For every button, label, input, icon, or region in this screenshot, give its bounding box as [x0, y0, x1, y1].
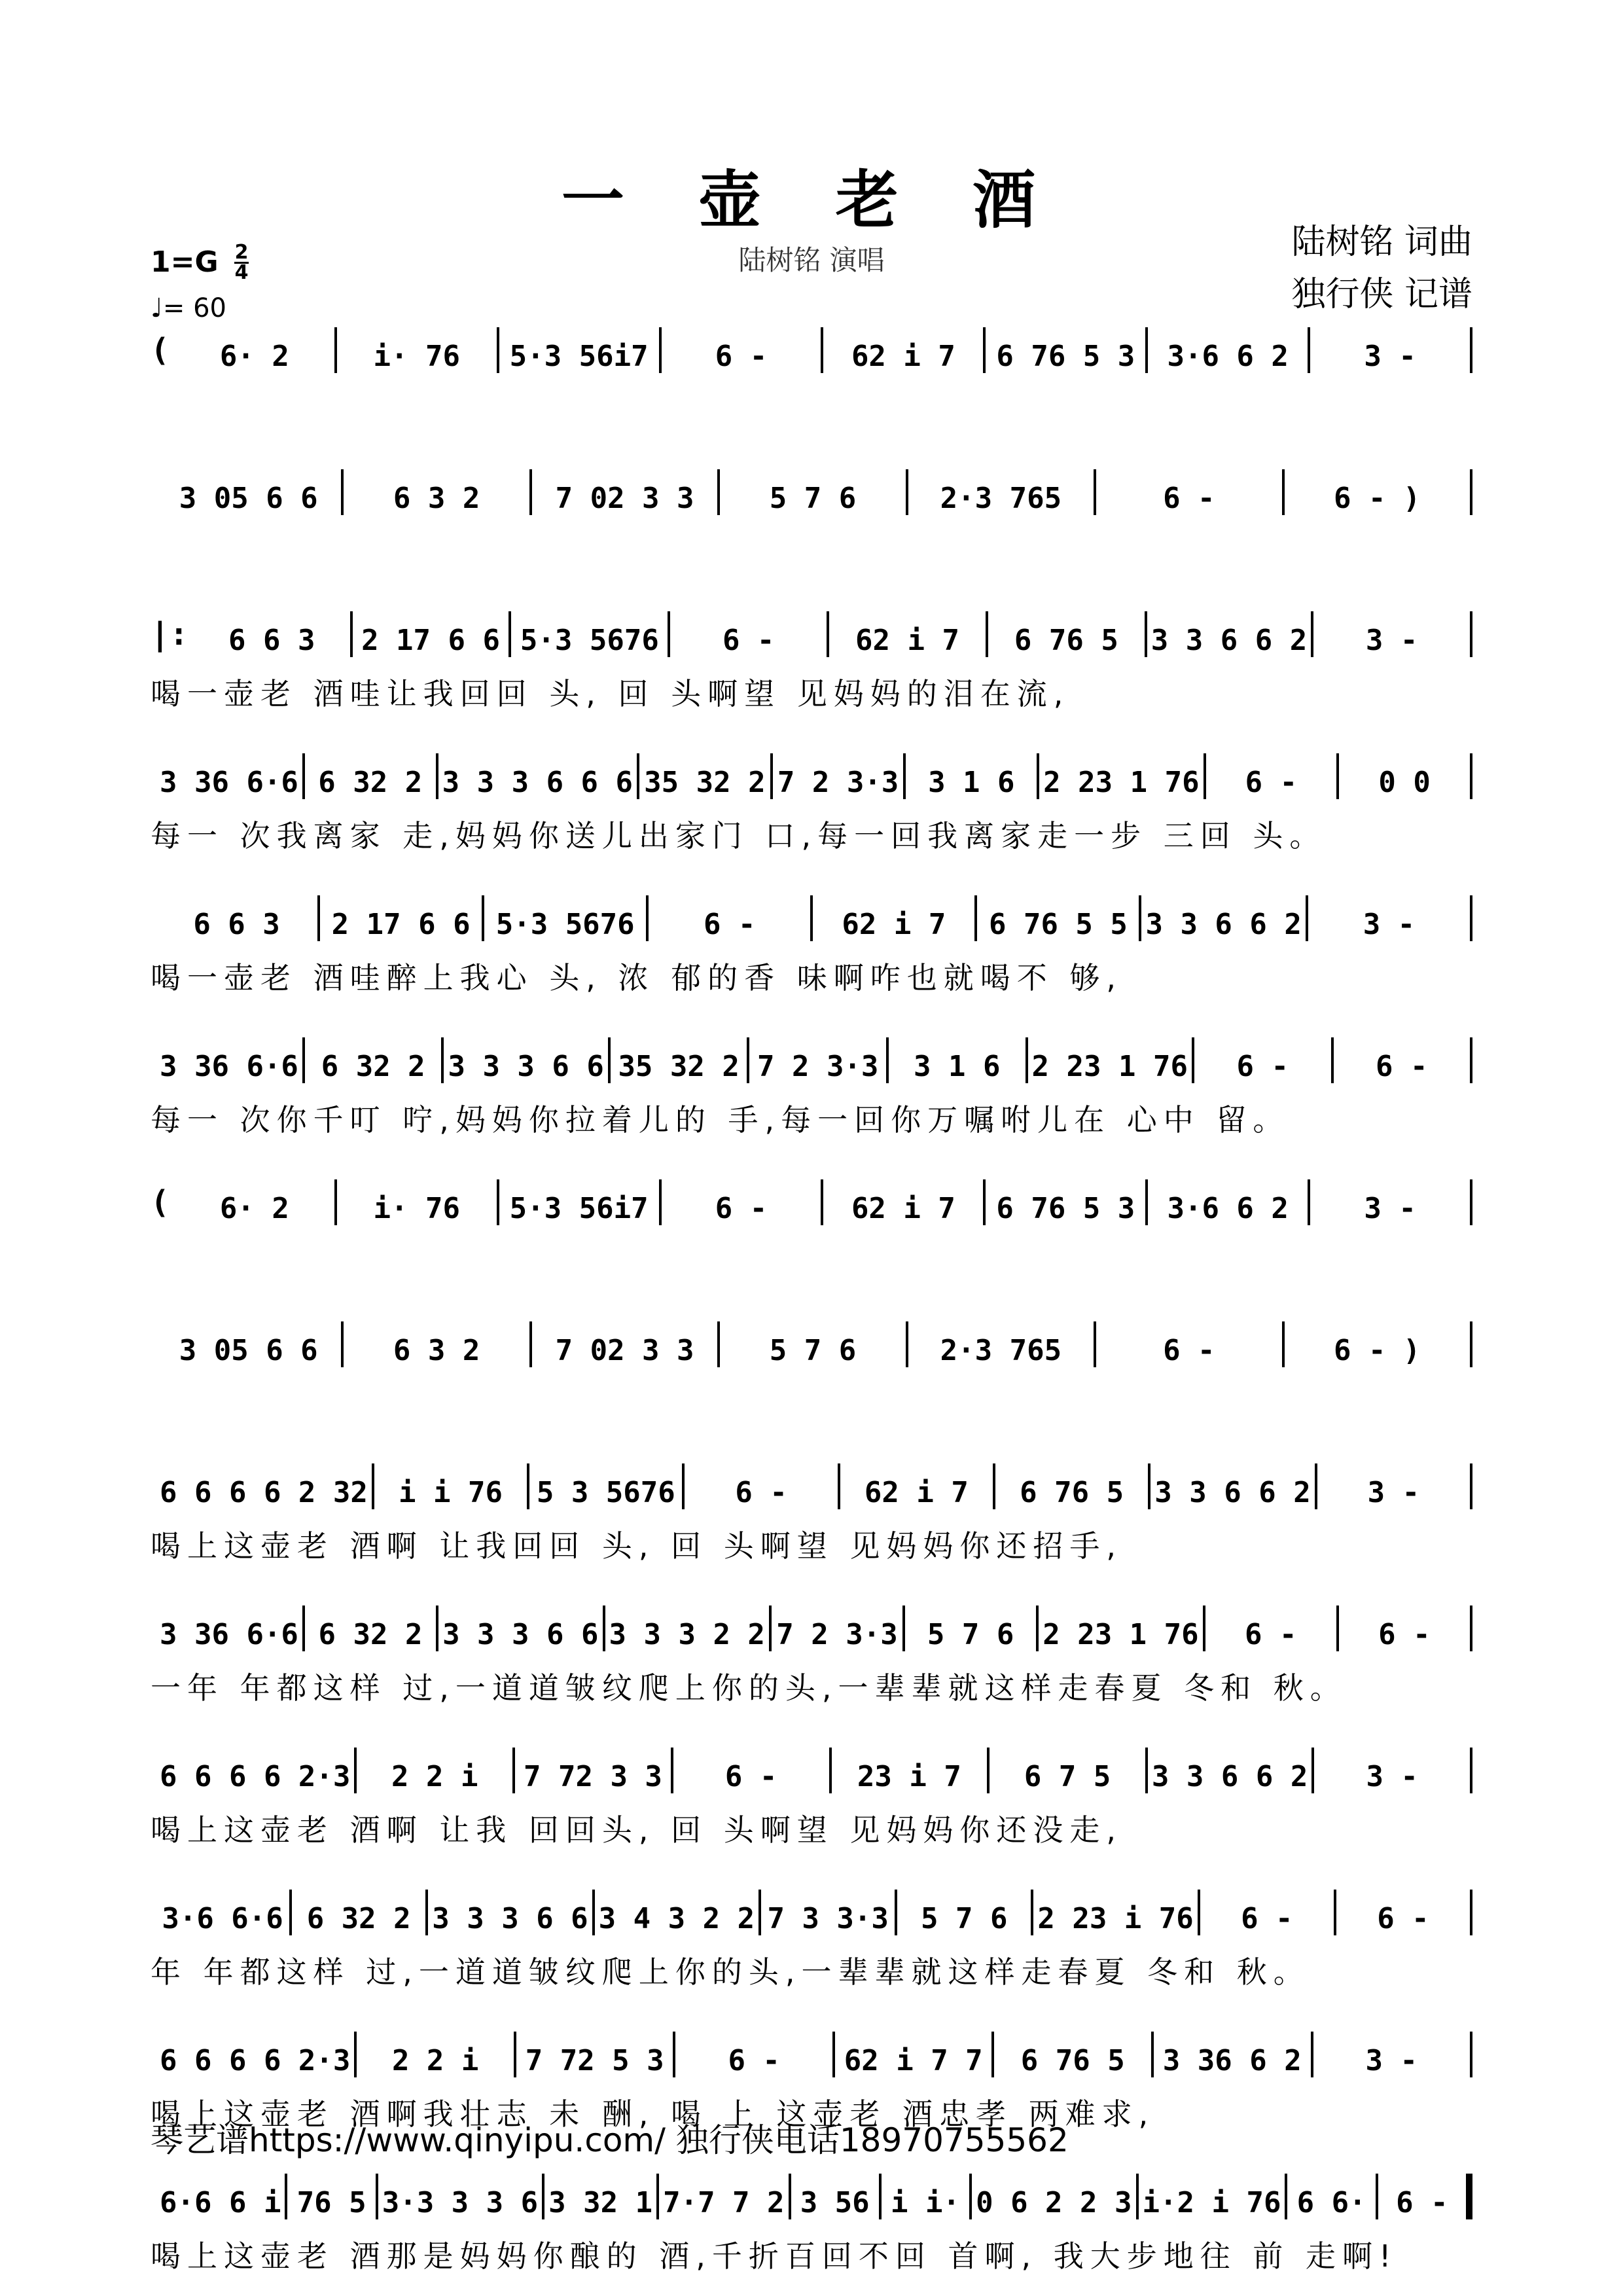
- lyrics-line: 喝上这壶老 酒那是妈妈你酿的 酒,千折百回不回 首啊, 我大步地往 前 走啊!: [151, 2238, 1398, 2274]
- measure-notes: 7·7 7 2: [663, 2186, 785, 2219]
- measure-notes: 6 -: [1245, 766, 1298, 799]
- measure: [484, 895, 649, 941]
- measure-notes: 5·3 56i7: [509, 1192, 649, 1225]
- measure-notes: 6 3 2: [393, 1334, 480, 1367]
- music-system: [151, 469, 1472, 528]
- measure-notes: 7 2 3·3: [776, 1618, 898, 1651]
- measure-notes: 3 3 3 6 6: [432, 1902, 588, 1935]
- measure-notes: 3·6 6 2: [1167, 340, 1289, 373]
- measure: [1154, 2032, 1313, 2077]
- measure-notes: 3 3 6 6 2: [1154, 1476, 1311, 1509]
- measure: [1317, 1463, 1472, 1509]
- measure-notes: 3 32 1: [548, 2186, 653, 2219]
- time-signature: [234, 243, 249, 282]
- measure-notes: i i·: [890, 2186, 960, 2219]
- measure: [156, 1605, 305, 1651]
- measure-notes: 3 -: [1364, 340, 1416, 373]
- measure: [438, 753, 639, 799]
- measure-notes: 6 76 5 3: [996, 340, 1135, 373]
- notation-row: [151, 1037, 1472, 1083]
- measure-notes: 2 17 6 6: [361, 624, 500, 657]
- lyrics-line: 喝上这壶老 酒啊 让我 回回头, 回 头啊望 见妈妈你还没走,: [151, 1812, 1122, 1848]
- measure-notes: 6 -: [1376, 1050, 1428, 1083]
- measure: [673, 1748, 832, 1793]
- notation-row: [151, 611, 1472, 657]
- measure: [823, 1179, 986, 1225]
- music-system: [151, 753, 1472, 855]
- measure: [1039, 1605, 1205, 1651]
- measure-notes: 5 7 6: [769, 482, 857, 515]
- notation-row: [151, 1890, 1472, 1935]
- measure-notes: 6 76 5: [1020, 2044, 1125, 2077]
- measure: [532, 469, 720, 515]
- lyrics-line: 年 年都这样 过,一道道皱纹爬上你的头,一辈辈就这样走春夏 冬和 秋。: [151, 1954, 1310, 1990]
- measure: [156, 1321, 344, 1367]
- measure-notes: 6 -: [1236, 1050, 1289, 1083]
- music-system: [151, 1037, 1472, 1139]
- singer-credit: 陆树铭 演唱: [738, 244, 885, 276]
- notation-row: [151, 1321, 1472, 1367]
- measure-notes: i·2 i 76: [1142, 2186, 1281, 2219]
- measure-notes: 3 36 6·6: [160, 1618, 298, 1651]
- measure-notes: 6· 2: [219, 340, 289, 373]
- measure: [675, 2032, 835, 2077]
- measure: [320, 895, 484, 941]
- footer-source: 琴艺谱https://www.qinyipu.com/ 独行侠电话18970755562: [151, 2121, 1069, 2159]
- measure-notes: 2 2 i: [391, 2044, 479, 2077]
- measure-notes: 6 -: [722, 624, 775, 657]
- measure: [1339, 1605, 1472, 1651]
- measure: [972, 2174, 1138, 2219]
- measure: [1313, 611, 1472, 657]
- measure: [1194, 1037, 1334, 1083]
- measure-notes: 6 -: [735, 1476, 787, 1509]
- measure: [357, 1748, 515, 1793]
- measure-notes: 6 -: [704, 908, 756, 941]
- lyrics-line: 每一 次你千叮 咛,妈妈你拉着儿的 手,每一回你万嘱咐儿在 心中 留。: [151, 1102, 1290, 1138]
- measure-notes: 2 23 i 76: [1037, 1902, 1194, 1935]
- measure: [988, 611, 1147, 657]
- measure: [353, 611, 512, 657]
- measure: [529, 1463, 685, 1509]
- measure: [1285, 469, 1472, 515]
- measure: [813, 895, 977, 941]
- measure: [908, 469, 1096, 515]
- measure-notes: 6 6 6 6 2·3: [160, 1760, 351, 1793]
- measure: [1287, 2174, 1378, 2219]
- measure-notes: 6 6 3: [228, 624, 315, 657]
- measure: [357, 2032, 516, 2077]
- measure: [662, 327, 824, 373]
- notation-row: [151, 327, 1472, 373]
- measure: [1028, 1037, 1194, 1083]
- measure: [995, 1463, 1150, 1509]
- measure-notes: 5 7 6: [927, 1618, 1014, 1651]
- measure: [829, 611, 988, 657]
- notation-row: [151, 1605, 1472, 1651]
- measure-notes: 3 05 6 6: [179, 1334, 318, 1367]
- measure-notes: 6 3 2: [393, 482, 480, 515]
- measure-notes: 62 i 7: [855, 624, 959, 657]
- measure-notes: 6·6 6 i: [160, 2186, 281, 2219]
- measure-notes: 62 i 7: [864, 1476, 969, 1509]
- measure-notes: 5 7 6: [921, 1902, 1008, 1935]
- measure-notes: 3 3 3 6 6: [448, 1050, 604, 1083]
- measure: [906, 753, 1039, 799]
- measure-notes: 6 6 6 6 2 32: [160, 1476, 368, 1509]
- system-lead-mark: |:: [151, 616, 188, 653]
- measure: [986, 1179, 1148, 1225]
- notation-row: [151, 895, 1472, 941]
- measure-notes: 3·6 6·6: [162, 1902, 283, 1935]
- measure: [1150, 1463, 1317, 1509]
- measure-notes: 6 -: [724, 1760, 777, 1793]
- measure: [791, 2174, 882, 2219]
- measure-notes: 6 76 5 3: [996, 1192, 1135, 1225]
- measure-notes: 6 - ): [1334, 1334, 1421, 1367]
- measure-notes: i· 76: [373, 340, 460, 373]
- measure-notes: 62 i 7 7: [844, 2044, 983, 2077]
- measure: [438, 1605, 605, 1651]
- measure: [444, 1037, 610, 1083]
- measure: [1378, 2174, 1472, 2219]
- measure-notes: 3·6 6 2: [1167, 1192, 1289, 1225]
- measure: [1148, 1748, 1314, 1793]
- measure-notes: 6 32 2: [321, 1050, 425, 1083]
- notation-row: [151, 469, 1472, 515]
- music-system: [151, 2174, 1472, 2276]
- measure: [175, 327, 337, 373]
- measure: [337, 1179, 499, 1225]
- measure-notes: 2 23 1 76: [1031, 1050, 1188, 1083]
- music-system: [151, 1748, 1472, 1850]
- measure-notes: 6 -: [1163, 482, 1215, 515]
- notation-row: [151, 2174, 1472, 2219]
- music-system: [151, 1890, 1472, 1992]
- measure: [823, 327, 986, 373]
- measure: [1206, 753, 1340, 799]
- measure: [990, 1748, 1148, 1793]
- measure: [511, 611, 670, 657]
- measure: [1148, 327, 1310, 373]
- system-lead-mark: (: [151, 1184, 169, 1221]
- measure-notes: 2 23 1 76: [1043, 1618, 1199, 1651]
- measure-notes: 62 i 7: [842, 908, 946, 941]
- measure: [287, 2174, 378, 2219]
- measure: [344, 1321, 531, 1367]
- measure-notes: 6 -: [1396, 2186, 1448, 2219]
- measure: [1314, 1748, 1472, 1793]
- lyricist-composer: 陆树铭 词曲: [1291, 223, 1472, 262]
- measure: [1336, 1890, 1472, 1935]
- measure: [344, 469, 531, 515]
- measure: [156, 1748, 357, 1793]
- notation-row: [151, 1748, 1472, 1793]
- measure-notes: 3 -: [1363, 908, 1416, 941]
- time-signature-top: 2: [234, 241, 249, 264]
- measure: [611, 1037, 750, 1083]
- measure: [175, 1179, 337, 1225]
- measure: [1139, 2174, 1288, 2219]
- measure-notes: 7 2 3·3: [757, 1050, 879, 1083]
- measure-notes: 6· 2: [219, 1192, 289, 1225]
- measure: [156, 2174, 287, 2219]
- measure: [670, 611, 829, 657]
- notation-row: [151, 1179, 1472, 1225]
- measure: [1205, 1605, 1339, 1651]
- measure: [840, 1463, 995, 1509]
- measure: [156, 1890, 292, 1935]
- measure: [305, 753, 438, 799]
- measure: [1096, 469, 1284, 515]
- measure-notes: 6 7 5: [1024, 1760, 1111, 1793]
- measure: [374, 1463, 529, 1509]
- measure-notes: 3 3 3 6 6 6: [442, 766, 633, 799]
- measure: [515, 1748, 673, 1793]
- measure: [1200, 1890, 1336, 1935]
- measure-notes: 6 6 6 6 2·3: [160, 2044, 351, 2077]
- measure-notes: 0 6 2 2 3: [976, 2186, 1132, 2219]
- measure-notes: 3 -: [1365, 624, 1418, 657]
- measure: [977, 895, 1141, 941]
- measure-notes: 3 -: [1365, 2044, 1418, 2077]
- measure-notes: 7 72 3 3: [524, 1760, 662, 1793]
- song-title: 一 壶 老 酒: [561, 163, 1062, 237]
- measure: [156, 895, 320, 941]
- measure-notes: 6 76 5 5: [988, 908, 1128, 941]
- measure-notes: 7 3 3·3: [767, 1902, 889, 1935]
- measure-notes: 6 76 5: [1014, 624, 1118, 657]
- measure: [649, 895, 813, 941]
- notation-row: [151, 1463, 1472, 1509]
- measure-notes: i· 76: [373, 1192, 460, 1225]
- measure-notes: 3 3 3 2 2: [609, 1618, 765, 1651]
- measure-notes: 3 36 6·6: [160, 1050, 298, 1083]
- measure-notes: 6 - ): [1334, 482, 1421, 515]
- measure: [305, 1605, 438, 1651]
- measure: [156, 469, 344, 515]
- measure-notes: 3·3 3 3 6: [382, 2186, 539, 2219]
- measure-notes: 2 2 i: [391, 1760, 478, 1793]
- measure-notes: 3 05 6 6: [179, 482, 318, 515]
- measure: [1285, 1321, 1472, 1367]
- measure: [1148, 1179, 1310, 1225]
- measure: [889, 1037, 1028, 1083]
- music-system: [151, 611, 1472, 713]
- measure: [292, 1890, 428, 1935]
- measure: [1039, 753, 1205, 799]
- measure-notes: 6 -: [715, 340, 768, 373]
- measure: [1147, 611, 1313, 657]
- measure-notes: 2·3 765: [940, 482, 1062, 515]
- measure-notes: 3 1 6: [928, 766, 1015, 799]
- measure: [156, 753, 305, 799]
- measure: [1308, 895, 1472, 941]
- measure: [305, 1037, 444, 1083]
- measure: [1310, 327, 1472, 373]
- measure-notes: 6 -: [1377, 1902, 1429, 1935]
- measure: [428, 1890, 594, 1935]
- measure-notes: 3 3 6 6 2: [1150, 624, 1308, 657]
- measure-notes: 3 3 3 6 6: [442, 1618, 599, 1651]
- measure: [156, 1463, 374, 1509]
- music-system: [151, 327, 1472, 386]
- measure: [832, 1748, 990, 1793]
- measure-notes: 3 36 6·6: [160, 766, 298, 799]
- measure: [499, 1179, 662, 1225]
- measure-notes: 3 1 6: [914, 1050, 1001, 1083]
- measure-notes: 6 -: [1378, 1618, 1431, 1651]
- measure-notes: 5 3 5676: [536, 1476, 675, 1509]
- notation-row: [151, 753, 1472, 799]
- measure: [986, 327, 1148, 373]
- measure-notes: 3 3 6 6 2: [1145, 908, 1302, 941]
- measure: [1033, 1890, 1200, 1935]
- measure-notes: 6 -: [1163, 1334, 1215, 1367]
- measure-notes: 3 3 6 6 2: [1151, 1760, 1308, 1793]
- music-system: [151, 1605, 1472, 1708]
- measure-notes: 7 2 3·3: [777, 766, 899, 799]
- measure: [605, 1605, 772, 1651]
- measure: [532, 1321, 720, 1367]
- measure: [499, 327, 662, 373]
- lyrics-line: 每一 次我离家 走,妈妈你送儿出家门 口,每一回我离家走一步 三回 头。: [151, 818, 1327, 853]
- measure-notes: 35 32 2: [618, 1050, 740, 1083]
- measure-notes: 2·3 765: [940, 1334, 1062, 1367]
- music-system: [151, 1463, 1472, 1566]
- measure-notes: 5·3 56i7: [509, 340, 649, 373]
- music-system: [151, 1179, 1472, 1238]
- measure-notes: 0 0: [1378, 766, 1431, 799]
- measure: [194, 611, 353, 657]
- system-lead-mark: (: [151, 332, 169, 368]
- measure-notes: 6 32 2: [318, 766, 423, 799]
- transcriber: 独行侠 记谱: [1291, 275, 1472, 314]
- measure-notes: 7 72 5 3: [525, 2044, 664, 2077]
- measure: [659, 2174, 791, 2219]
- lyrics-line: 一年 年都这样 过,一道道皱纹爬上你的头,一辈辈就这样走春夏 冬和 秋。: [151, 1670, 1347, 1706]
- measure-notes: 3 4 3 2 2: [598, 1902, 755, 1935]
- lyrics-line: 喝上这壶老 酒啊 让我回回 头, 回 头啊望 见妈妈你还招手,: [151, 1528, 1122, 1564]
- measure: [1313, 2032, 1473, 2077]
- measure-notes: 6 76 5: [1020, 1476, 1124, 1509]
- music-system: [151, 895, 1472, 997]
- measure-notes: 3 -: [1364, 1192, 1416, 1225]
- measure-notes: 3 -: [1366, 1760, 1418, 1793]
- measure: [639, 753, 773, 799]
- measure: [337, 327, 499, 373]
- measure: [544, 2174, 659, 2219]
- measure-notes: 23 i 7: [857, 1760, 961, 1793]
- measure: [1310, 1179, 1472, 1225]
- measure-notes: 6 -: [1241, 1902, 1293, 1935]
- measure: [685, 1463, 840, 1509]
- measure-notes: 5 7 6: [769, 1334, 857, 1367]
- measure: [1096, 1321, 1284, 1367]
- notation-row: [151, 2032, 1472, 2077]
- measure: [994, 2032, 1154, 2077]
- measure-notes: 62 i 7: [851, 340, 955, 373]
- measure: [156, 1037, 305, 1083]
- measure-notes: i i 76: [399, 1476, 503, 1509]
- measure-notes: 3 56: [800, 2186, 870, 2219]
- measure: [773, 753, 906, 799]
- measure: [156, 2032, 357, 2077]
- measure: [761, 1890, 897, 1935]
- lyrics-line: 喝上这壶老 酒啊我壮志 未 酬, 喝 上 这壶老 酒忠孝 两难求,: [151, 2096, 1155, 2132]
- measure-notes: 62 i 7: [851, 1192, 955, 1225]
- measure-notes: 6 -: [715, 1192, 768, 1225]
- measure-notes: 6 6·: [1296, 2186, 1366, 2219]
- measure-notes: 76 5: [296, 2186, 366, 2219]
- measure: [720, 469, 908, 515]
- measure: [1141, 895, 1308, 941]
- measure: [1339, 753, 1472, 799]
- measure-notes: 3 36 6 2: [1162, 2044, 1302, 2077]
- measure: [378, 2174, 544, 2219]
- measure: [835, 2032, 995, 2077]
- measure-notes: 2 23 1 76: [1043, 766, 1200, 799]
- measure-notes: 7 02 3 3: [555, 1334, 694, 1367]
- measure: [882, 2174, 972, 2219]
- measure-notes: 6 -: [1244, 1618, 1297, 1651]
- measure: [720, 1321, 908, 1367]
- measure-notes: 5·3 5676: [495, 908, 635, 941]
- music-system: [151, 1321, 1472, 1380]
- measure: [908, 1321, 1096, 1367]
- measure-notes: 6 32 2: [318, 1618, 423, 1651]
- measure-notes: 6 32 2: [306, 1902, 411, 1935]
- lyrics-line: 喝一壶老 酒哇让我回回 头, 回 头啊望 见妈妈的泪在流,: [151, 676, 1070, 711]
- measure-notes: 6 -: [728, 2044, 780, 2077]
- measure: [897, 1890, 1033, 1935]
- time-signature-bottom: 4: [234, 261, 249, 284]
- lyrics-line: 喝一壶老 酒哇醉上我心 头, 浓 郁的香 味啊咋也就喝不 够,: [151, 960, 1122, 996]
- measure-notes: 2 17 6 6: [331, 908, 471, 941]
- measure: [662, 1179, 824, 1225]
- measure: [772, 1605, 905, 1651]
- measure: [749, 1037, 889, 1083]
- measure: [516, 2032, 676, 2077]
- measure-notes: 3 -: [1367, 1476, 1420, 1509]
- credits: [1291, 216, 1472, 321]
- tempo-marking: ♩= 60: [151, 293, 226, 323]
- measure: [1334, 1037, 1473, 1083]
- measure-notes: 5·3 5676: [520, 624, 659, 657]
- measure: [595, 1890, 761, 1935]
- measure-notes: 6 6 3: [193, 908, 280, 941]
- measure-notes: 35 32 2: [644, 766, 766, 799]
- measure-notes: 7 02 3 3: [555, 482, 694, 515]
- measure: [905, 1605, 1039, 1651]
- key-signature: 1=G: [151, 245, 219, 279]
